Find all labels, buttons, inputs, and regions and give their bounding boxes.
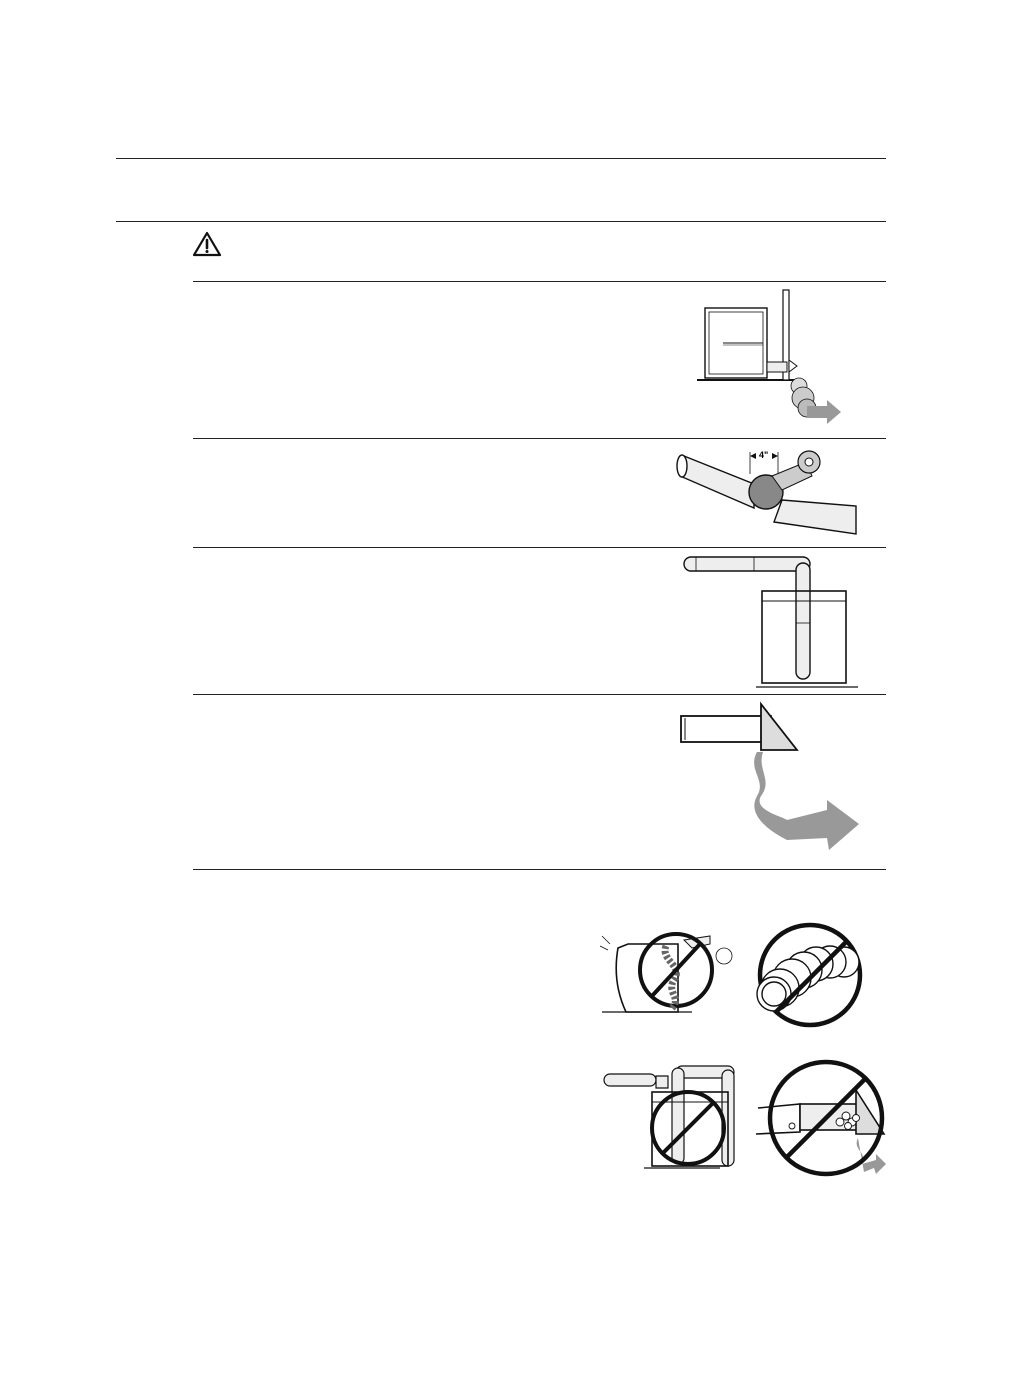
step-2-rule: [193, 547, 886, 548]
prohibited-figure-1: [598, 926, 738, 1018]
warning-triangle-icon: [192, 231, 222, 257]
prohibited-figure-3: [600, 1062, 742, 1176]
step-2-figure: [674, 444, 864, 544]
step-4-rule: [193, 869, 886, 870]
dimension-label: 4": [759, 450, 769, 460]
step-1-rule: [193, 438, 886, 439]
step-1-figure: [695, 288, 845, 428]
warning-rule: [193, 281, 886, 282]
step-4-figure: [677, 700, 862, 855]
prohibited-figure-4: [752, 1060, 890, 1178]
step-3-rule: [193, 694, 886, 695]
prohibited-figure-2: [752, 932, 868, 1018]
header-rule-top: [116, 158, 886, 159]
step-3-figure: [676, 553, 861, 693]
header-rule-bottom: [116, 221, 886, 222]
